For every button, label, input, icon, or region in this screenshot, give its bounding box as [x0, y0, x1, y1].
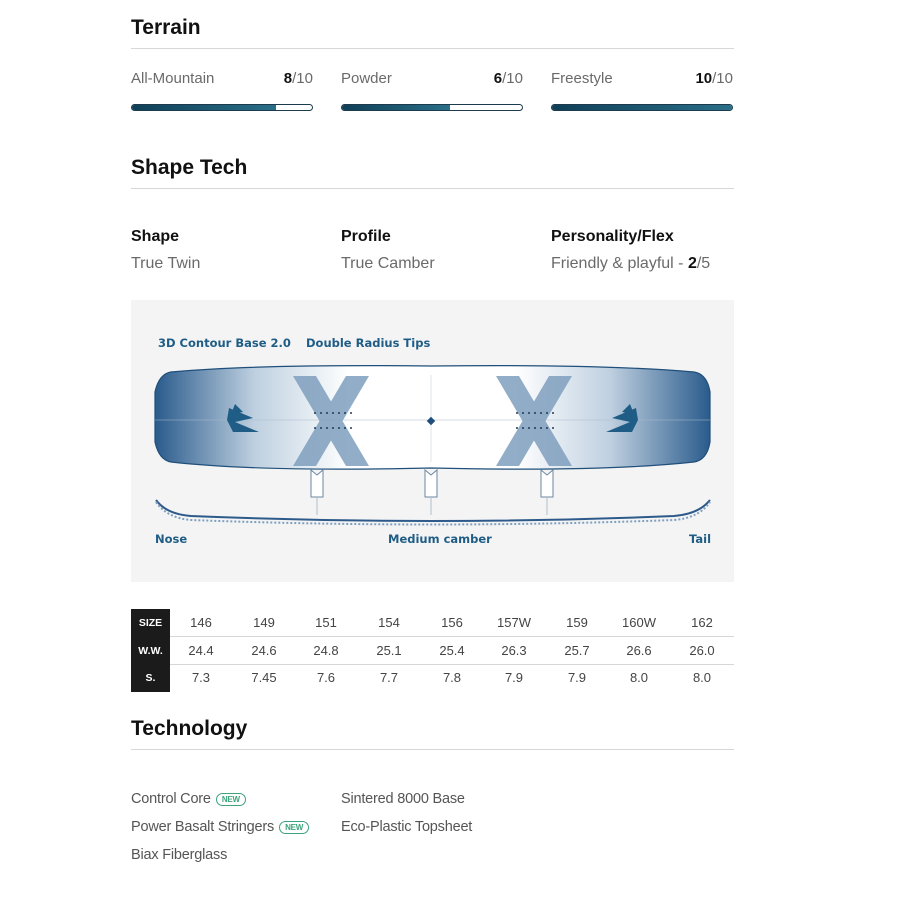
- divider: [131, 48, 734, 49]
- table-cell: 151: [315, 615, 337, 630]
- terrain-score: 6/10: [493, 70, 523, 87]
- board-label-nose: Nose: [155, 532, 188, 546]
- board-label-camber: Medium camber: [388, 532, 492, 546]
- board-label-tips: Double Radius Tips: [306, 336, 431, 350]
- table-row-stance: [131, 664, 734, 691]
- table-cell: 7.9: [504, 670, 524, 685]
- table-cell: 25.7: [564, 643, 590, 658]
- table-row-header: W.W.: [131, 637, 170, 665]
- table-cell: 146: [190, 615, 212, 630]
- profile-spec: [341, 228, 435, 273]
- table-cell: 7.45: [251, 670, 277, 685]
- new-badge: NEW: [279, 821, 309, 834]
- tech-item: Eco-Plastic Topsheet: [341, 819, 473, 835]
- table-cell: 26.0: [689, 643, 715, 658]
- tech-item: Power Basalt Stringers NEW: [131, 819, 309, 835]
- table-cell: 24.8: [313, 643, 339, 658]
- table-cell: 26.3: [501, 643, 527, 658]
- table-row-header: SIZE: [131, 609, 170, 637]
- technology-title: Technology: [131, 717, 248, 740]
- terrain-score: 8/10: [283, 70, 313, 87]
- spec-heading: Personality/Flex: [551, 228, 674, 245]
- table-cell: 7.7: [379, 670, 399, 685]
- table-cell: 7.8: [442, 670, 462, 685]
- shape-tech-title: Shape Tech: [131, 156, 248, 179]
- spec-value: True Camber: [341, 255, 435, 272]
- table-cell: 24.4: [188, 643, 214, 658]
- terrain-bar: [341, 104, 523, 111]
- terrain-title: Terrain: [131, 16, 201, 39]
- table-cell: 156: [441, 615, 463, 630]
- table-cell: 162: [691, 615, 713, 630]
- board-label-base: 3D Contour Base 2.0: [158, 336, 291, 350]
- spec-heading: Profile: [341, 228, 391, 245]
- spec-value: True Twin: [131, 255, 201, 272]
- table-cell: 160W: [622, 615, 656, 630]
- terrain-label: Powder: [341, 70, 392, 87]
- new-badge: NEW: [216, 793, 246, 806]
- divider: [131, 749, 734, 750]
- table-row-header: S.: [131, 664, 170, 692]
- table-row-waist-width: [131, 637, 734, 665]
- terrain-bar: [551, 104, 733, 111]
- board-profile: [156, 500, 710, 521]
- tech-item: Sintered 8000 Base: [341, 791, 465, 807]
- terrain-ratings: [131, 70, 734, 114]
- divider: [131, 188, 734, 189]
- table-cell: 25.1: [376, 643, 402, 658]
- terrain-score: 10/10: [695, 70, 733, 87]
- table-row-size: [131, 609, 734, 637]
- terrain-label: All-Mountain: [131, 70, 215, 87]
- tech-item: Control Core NEW: [131, 791, 246, 807]
- table-cell: 157W: [497, 615, 531, 630]
- spec-heading: Shape: [131, 228, 180, 245]
- tech-item: Biax Fiberglass: [131, 847, 228, 863]
- board-label-tail: Tail: [689, 532, 712, 546]
- table-cell: 8.0: [692, 670, 712, 685]
- table-cell: 7.3: [191, 670, 211, 685]
- terrain-bar: [131, 104, 313, 111]
- table-cell: 159: [566, 615, 588, 630]
- table-cell: 8.0: [629, 670, 649, 685]
- table-cell: 7.6: [316, 670, 336, 685]
- table-cell: 24.6: [251, 643, 277, 658]
- shape-spec: [131, 228, 200, 273]
- terrain-label: Freestyle: [551, 70, 613, 87]
- board-illustration: [131, 300, 734, 582]
- table-cell: 25.4: [439, 643, 465, 658]
- flex-spec: [551, 228, 710, 273]
- spec-value: Friendly & playful - 2/5: [551, 255, 711, 272]
- table-cell: 149: [253, 615, 275, 630]
- table-cell: 26.6: [626, 643, 652, 658]
- table-cell: 154: [378, 615, 400, 630]
- table-cell: 7.9: [567, 670, 587, 685]
